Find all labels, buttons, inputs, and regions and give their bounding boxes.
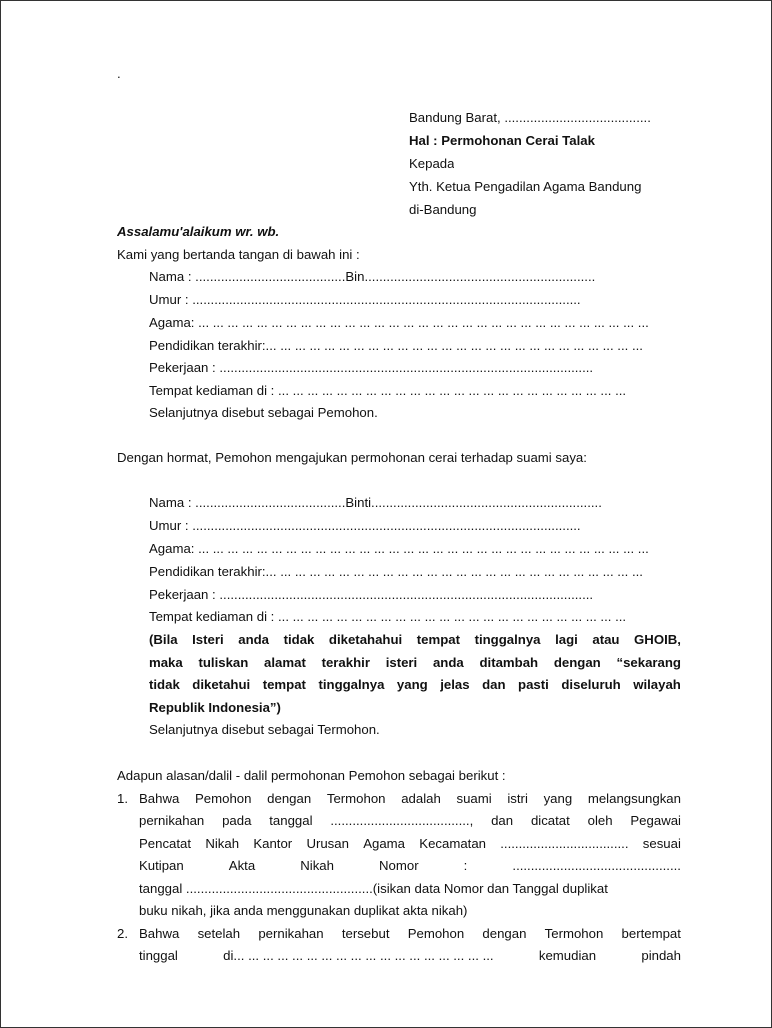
word: : [463, 858, 468, 873]
petitioner-referred: Selanjutnya disebut sebagai Pemohon. [149, 405, 378, 420]
to-label: Kepada [409, 156, 455, 171]
word: kemudian [538, 948, 597, 963]
ghoib-note-line-3 [149, 676, 681, 694]
word: Pencatat [139, 836, 192, 851]
greeting: Assalamu'alaikum wr. wb. [117, 224, 280, 239]
respondent-education-field: Pendidikan terakhir:... ... ... ... ... ... ... ... ... ... ... ... ... ... ... ... ... ... ... ... ... ... ... ... ... ... [149, 564, 643, 579]
word: oleh [587, 813, 613, 828]
item-1-line-3 [139, 835, 681, 853]
petitioner-education-field: Pendidikan terakhir:... ... ... ... ... ... ... ... ... ... ... ... ... ... ... ... ... ... ... ... ... ... ... ... ... ... [149, 338, 643, 353]
word: Isteri [192, 632, 224, 647]
ghoib-note-line-2 [149, 654, 681, 672]
word: dengan [482, 926, 527, 941]
word: Pemohon [195, 791, 252, 806]
word: tinggalnya [474, 632, 541, 647]
recipient-location: di-Bandung [409, 202, 477, 217]
word: Bahwa [139, 791, 180, 806]
word: tidak [283, 632, 315, 647]
item-2-number: 2. [117, 926, 128, 941]
petitioner-residence-field: Tempat kediaman di : ... ... ... ... ... ... ... ... ... ... ... ... ... ... ... ... ... ... ... ... ... ... ... ... [149, 383, 627, 398]
word: diketahahui [328, 632, 403, 647]
word: “sekarang [616, 655, 681, 670]
item-2-line-2 [139, 947, 681, 965]
subject-line: Hal : Permohonan Cerai Talak [409, 133, 595, 148]
word: Nomor [379, 858, 419, 873]
word: Bahwa [139, 926, 180, 941]
recipient: Yth. Ketua Pengadilan Agama Bandung [409, 179, 642, 194]
item-1-number: 1. [117, 791, 128, 806]
word: tempat [262, 677, 306, 692]
word: yang [396, 677, 428, 692]
word: tinggalnya [318, 677, 385, 692]
word: Pemohon [407, 926, 465, 941]
word: ditambah [479, 655, 539, 670]
petitioner-age-field: Umur : .......................................................................................................... [149, 292, 581, 307]
word: adalah [401, 791, 441, 806]
ghoib-note-line-1 [149, 631, 681, 649]
word: Nikah [205, 836, 240, 851]
stray-dot: . [117, 66, 121, 81]
word: Kantor [253, 836, 293, 851]
word: dengan [553, 655, 601, 670]
word: Akta [228, 858, 256, 873]
word: diketahui [192, 677, 251, 692]
word: tempat [416, 632, 460, 647]
word: suami [456, 791, 492, 806]
item-1-line-1 [139, 790, 681, 808]
word: bertempat [621, 926, 681, 941]
word: dicatat [530, 813, 570, 828]
respondent-residence-field: Tempat kediaman di : ... ... ... ... ... ... ... ... ... ... ... ... ... ... ... ... ... ... ... ... ... ... ... ... [149, 609, 627, 624]
petitioner-job-field: Pekerjaan : ...................................................................................................... [149, 360, 594, 375]
word: atau [592, 632, 620, 647]
word: di... ... ... ... ... ... ... ... ... ... ... ... ... ... ... ... ... ... [223, 948, 494, 963]
word: tidak [149, 677, 180, 692]
word: alamat [264, 655, 306, 670]
word: anda [432, 655, 464, 670]
word: jelas [440, 677, 470, 692]
word: dengan [267, 791, 312, 806]
item-1-line-5: tanggal ...................................................(isikan data Nomor dan Tanggal duplikat [139, 881, 608, 896]
word: diseluruh [561, 677, 621, 692]
word: yang [543, 791, 573, 806]
word: Nikah [300, 858, 334, 873]
reasons-intro: Adapun alasan/dalil - dalil permohonan Pemohon sebagai berikut : [117, 768, 506, 783]
word: Urusan [306, 836, 349, 851]
request-text: Dengan hormat, Pemohon mengajukan permohonan cerai terhadap suami saya: [117, 450, 587, 465]
word: ................................... [500, 836, 629, 851]
intro-text: Kami yang bertanda tangan di bawah ini : [117, 247, 360, 262]
word: tuliskan [198, 655, 249, 670]
word: isteri [385, 655, 418, 670]
word: melangsungkan [587, 791, 681, 806]
word: sesuai [642, 836, 681, 851]
word: Termohon [326, 791, 386, 806]
word: Kutipan [139, 858, 184, 873]
word: .............................................. [512, 858, 681, 873]
word: pernikahan [139, 813, 205, 828]
word: Termohon [544, 926, 604, 941]
word: pernikahan [258, 926, 324, 941]
word: tanggal [269, 813, 313, 828]
word: istri [507, 791, 528, 806]
word: dan [482, 677, 506, 692]
petitioner-name-field: Nama : .........................................Bin............................................................... [149, 269, 596, 284]
word: anda [238, 632, 270, 647]
petitioner-religion-field: Agama: ... ... ... ... ... ... ... ... ... ... ... ... ... ... ... ... ... ... ... ... ... ... ... ... ... ... ... ... ... ... ... [149, 315, 649, 330]
item-1-line-6: buku nikah, jika anda menggunakan duplikat akta nikah) [139, 903, 468, 918]
item-2-line-1 [139, 925, 681, 943]
ghoib-note-line-4: Republik Indonesia”) [149, 700, 281, 715]
word: tersebut [341, 926, 390, 941]
word: wilayah [633, 677, 681, 692]
word: lagi [555, 632, 578, 647]
item-1-line-4 [139, 857, 681, 875]
word: pada [222, 813, 252, 828]
word: tinggal [139, 948, 178, 963]
word: pasti [518, 677, 549, 692]
word: maka [149, 655, 183, 670]
word: Kecamatan [419, 836, 486, 851]
respondent-religion-field: Agama: ... ... ... ... ... ... ... ... ... ... ... ... ... ... ... ... ... ... ... ... ... ... ... ... ... ... ... ... ... ... ... [149, 541, 649, 556]
respondent-age-field: Umur : .......................................................................................................... [149, 518, 581, 533]
word: GHOIB, [634, 632, 681, 647]
word: setelah [197, 926, 241, 941]
respondent-name-field: Nama : .........................................Binti............................................................... [149, 495, 602, 510]
item-1-line-2 [139, 812, 681, 830]
word: (Bila [149, 632, 178, 647]
place-date: Bandung Barat, ........................................ [409, 110, 651, 125]
respondent-referred: Selanjutnya disebut sebagai Termohon. [149, 722, 380, 737]
respondent-job-field: Pekerjaan : ...................................................................................................... [149, 587, 594, 602]
word: pindah [641, 948, 681, 963]
word: dan [491, 813, 514, 828]
word: terakhir [321, 655, 370, 670]
word: Pegawai [630, 813, 681, 828]
word: ......................................, [330, 813, 474, 828]
word: Agama [363, 836, 406, 851]
